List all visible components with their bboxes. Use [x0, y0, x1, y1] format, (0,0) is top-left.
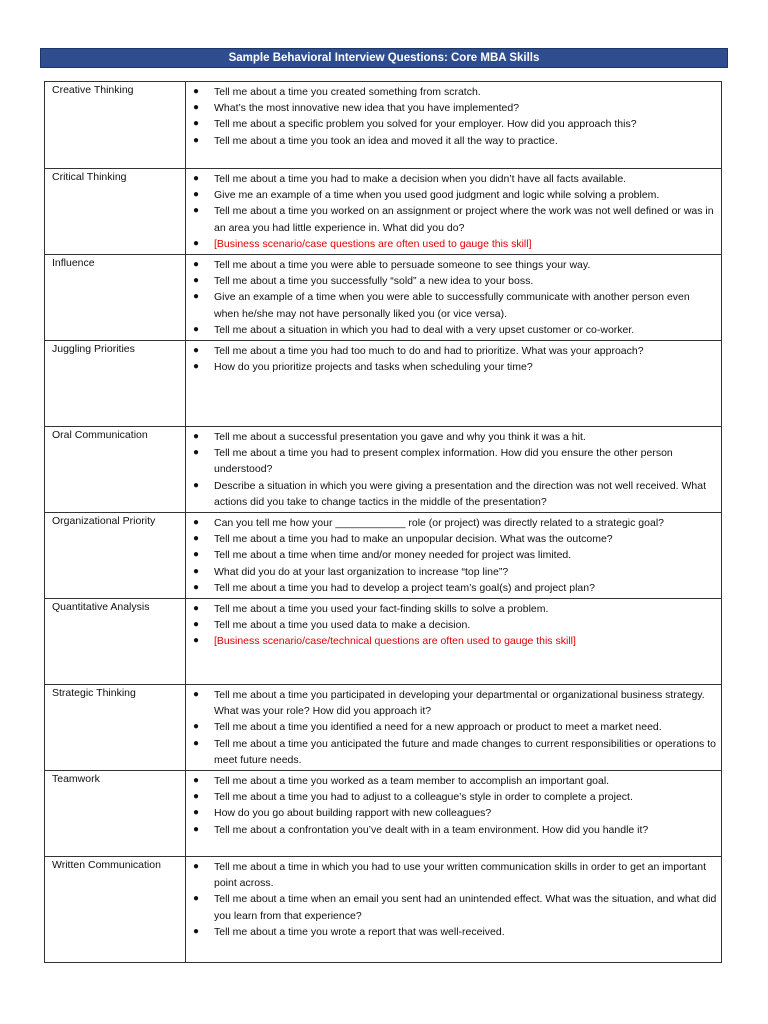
list-item	[186, 564, 717, 580]
question-cell	[186, 513, 722, 599]
bullet-icon: ●	[193, 323, 200, 335]
list-item	[186, 924, 717, 940]
list-item	[186, 859, 717, 891]
bullet-icon: ●	[193, 603, 200, 615]
question-text: Tell me about a time you worked as a team member to accomplish an important goal.	[214, 775, 610, 788]
question-text: How do you go about building rapport with new colleagues?	[214, 807, 492, 820]
question-text: Tell me about a time you anticipated the future and made changes to current responsibilities or operations to meet future needs.	[214, 737, 716, 766]
list-item	[186, 445, 717, 477]
list-item	[186, 478, 717, 510]
question-list	[186, 257, 717, 338]
question-list	[186, 773, 717, 838]
question-text: Tell me about a time you had to adjust to a colleague’s style in order to complete a project.	[214, 791, 633, 804]
question-list	[186, 687, 717, 768]
bullet-icon: ●	[193, 189, 200, 201]
bullet-icon: ●	[193, 533, 200, 545]
bullet-icon: ●	[193, 259, 200, 271]
skill-category: Influence	[45, 255, 186, 341]
bullet-icon: ●	[193, 345, 200, 357]
table-row	[45, 82, 722, 169]
list-item	[186, 773, 717, 789]
list-item	[186, 187, 717, 203]
question-cell	[186, 169, 722, 255]
question-cell	[186, 82, 722, 169]
question-text: Describe a situation in which you were giving a presentation and the direction was not well received. What actions did you take to change tactics in the middle of the presentation?	[214, 479, 707, 508]
bullet-icon: ●	[193, 861, 200, 873]
bullet-icon: ●	[193, 737, 200, 749]
question-text: What’s the most innovative new idea that you have implemented?	[214, 102, 520, 115]
bullet-icon: ●	[193, 549, 200, 561]
question-list	[186, 601, 717, 650]
bullet-icon: ●	[193, 173, 200, 184]
list-item	[186, 805, 717, 821]
bullet-icon: ●	[193, 275, 200, 287]
skill-category: Juggling Priorities	[45, 341, 186, 427]
question-list	[186, 343, 717, 375]
bullet-icon: ●	[193, 205, 200, 217]
list-item	[186, 84, 717, 100]
list-item	[186, 116, 717, 132]
list-item	[186, 100, 717, 116]
list-item	[186, 257, 717, 273]
list-item	[186, 789, 717, 805]
question-text: Can you tell me how your ____________ role (or project) was directly related to a strategic goal?	[214, 517, 664, 530]
list-item	[186, 322, 717, 338]
question-text: Give me an example of a time when you used good judgment and logic while solving a problem.	[214, 189, 660, 202]
bullet-icon: ●	[193, 237, 200, 249]
question-text: Tell me about a time you wrote a report that was well-received.	[214, 925, 505, 938]
list-item	[186, 343, 717, 359]
question-text: Tell me about a time you participated in developing your departmental or organizational business strategy. What was your role? How did you approach it?	[214, 689, 705, 718]
bullet-icon: ●	[193, 479, 200, 491]
bullet-icon: ●	[193, 823, 200, 835]
list-item	[186, 891, 717, 923]
skill-category: Written Communication	[45, 857, 186, 963]
question-text: Tell me about a time you had to make a decision when you didn’t have all facts available.	[214, 173, 627, 185]
question-list	[186, 859, 717, 940]
question-text: Tell me about a time you had too much to do and had to prioritize. What was your approach?	[214, 345, 644, 358]
bullet-icon: ●	[193, 118, 200, 130]
question-text: Tell me about a time in which you had to use your written communication skills in order to get an important point across.	[214, 861, 706, 890]
list-item	[186, 601, 717, 617]
question-text: Tell me about a time when time and/or money needed for project was limited.	[214, 549, 572, 562]
list-item	[186, 687, 717, 719]
bullet-icon: ●	[193, 807, 200, 819]
question-list	[186, 515, 717, 596]
question-text: Tell me about a time you had to develop a project team’s goal(s) and project plan?	[214, 581, 595, 594]
bullet-icon: ●	[193, 619, 200, 631]
question-text: Tell me about a time you identified a need for a new approach or product to meet a market need.	[214, 721, 662, 734]
question-text: Tell me about a time you were able to persuade someone to see things your way.	[214, 259, 591, 272]
bullet-icon: ●	[193, 565, 200, 577]
bullet-icon: ●	[193, 581, 200, 593]
skill-category: Teamwork	[45, 771, 186, 857]
table-row	[45, 513, 722, 599]
bullet-icon: ●	[193, 689, 200, 701]
question-text: Give an example of a time when you were able to successfully communicate with another person even when he/she may not have personally liked you (or vice versa).	[214, 291, 690, 320]
skill-category: Strategic Thinking	[45, 685, 186, 771]
skill-category: Creative Thinking	[45, 82, 186, 169]
table-row	[45, 341, 722, 427]
list-item	[186, 515, 717, 531]
bullet-icon: ●	[193, 635, 200, 647]
list-item	[186, 203, 717, 235]
questions-table-body	[45, 82, 722, 963]
question-text: Tell me about a successful presentation you gave and why you think it was a hit.	[214, 431, 586, 444]
list-item	[186, 822, 717, 838]
table-row	[45, 599, 722, 685]
table-row	[45, 427, 722, 513]
question-text: Tell me about a confrontation you’ve dealt with in a team environment. How did you handle it?	[214, 823, 649, 836]
bullet-icon: ●	[193, 134, 200, 146]
question-text: [Business scenario/case/technical questions are often used to gauge this skill]	[214, 635, 576, 648]
list-item	[186, 133, 717, 149]
question-list	[186, 84, 717, 149]
question-cell	[186, 427, 722, 513]
question-text: Tell me about a time you worked on an assignment or project where the work was not well defined or was in an area you had little experience in. What did you do?	[214, 205, 714, 234]
question-list	[186, 171, 717, 252]
skill-category: Critical Thinking	[45, 169, 186, 255]
assessment-note	[186, 633, 717, 649]
question-text: Tell me about a time you used your fact-finding skills to solve a problem.	[214, 603, 549, 616]
table-row	[45, 255, 722, 341]
list-item	[186, 359, 717, 375]
question-text: What did you do at your last organization to increase “top line”?	[214, 565, 509, 578]
questions-table	[44, 81, 722, 963]
document-title: Sample Behavioral Interview Questions: Core MBA Skills	[40, 48, 728, 68]
list-item	[186, 273, 717, 289]
list-item	[186, 171, 717, 187]
bullet-icon: ●	[193, 775, 200, 787]
table-row	[45, 857, 722, 963]
question-list	[186, 429, 717, 510]
bullet-icon: ●	[193, 791, 200, 803]
question-cell	[186, 255, 722, 341]
bullet-icon: ●	[193, 102, 200, 114]
skill-category: Quantitative Analysis	[45, 599, 186, 685]
list-item	[186, 531, 717, 547]
question-text: How do you prioritize projects and tasks when scheduling your time?	[214, 361, 533, 374]
list-item	[186, 736, 717, 768]
list-item	[186, 617, 717, 633]
question-text: Tell me about a time you had to present complex information. How did you ensure the other person understood?	[214, 447, 673, 476]
list-item	[186, 547, 717, 563]
bullet-icon: ●	[193, 447, 200, 459]
question-text: Tell me about a time you created something from scratch.	[214, 86, 481, 98]
question-text: Tell me about a time you had to make an unpopular decision. What was the outcome?	[214, 533, 613, 546]
question-cell	[186, 685, 722, 771]
skill-category: Organizational Priority	[45, 513, 186, 599]
question-cell	[186, 771, 722, 857]
question-cell	[186, 599, 722, 685]
skill-category: Oral Communication	[45, 427, 186, 513]
question-text: [Business scenario/case questions are often used to gauge this skill]	[214, 237, 532, 250]
list-item	[186, 580, 717, 596]
table-row	[45, 169, 722, 255]
question-cell	[186, 857, 722, 963]
bullet-icon: ●	[193, 361, 200, 373]
assessment-note	[186, 236, 717, 252]
table-row	[45, 685, 722, 771]
bullet-icon: ●	[193, 721, 200, 733]
question-text: Tell me about a time when an email you sent had an unintended effect. What was the situation, and what did you learn from that experience?	[214, 893, 717, 922]
list-item	[186, 289, 717, 321]
question-text: Tell me about a situation in which you had to deal with a very upset customer or co-worker.	[214, 323, 635, 336]
bullet-icon: ●	[193, 517, 200, 529]
question-text: Tell me about a time you used data to make a decision.	[214, 619, 471, 632]
question-text: Tell me about a time you took an idea and moved it all the way to practice.	[214, 134, 558, 147]
bullet-icon: ●	[193, 86, 200, 97]
question-text: Tell me about a specific problem you solved for your employer. How did you approach this?	[214, 118, 637, 131]
table-row	[45, 771, 722, 857]
list-item	[186, 719, 717, 735]
bullet-icon: ●	[193, 291, 200, 303]
question-cell	[186, 341, 722, 427]
question-text: Tell me about a time you successfully “sold” a new idea to your boss.	[214, 275, 534, 288]
bullet-icon: ●	[193, 431, 200, 443]
bullet-icon: ●	[193, 925, 200, 937]
list-item	[186, 429, 717, 445]
bullet-icon: ●	[193, 893, 200, 905]
